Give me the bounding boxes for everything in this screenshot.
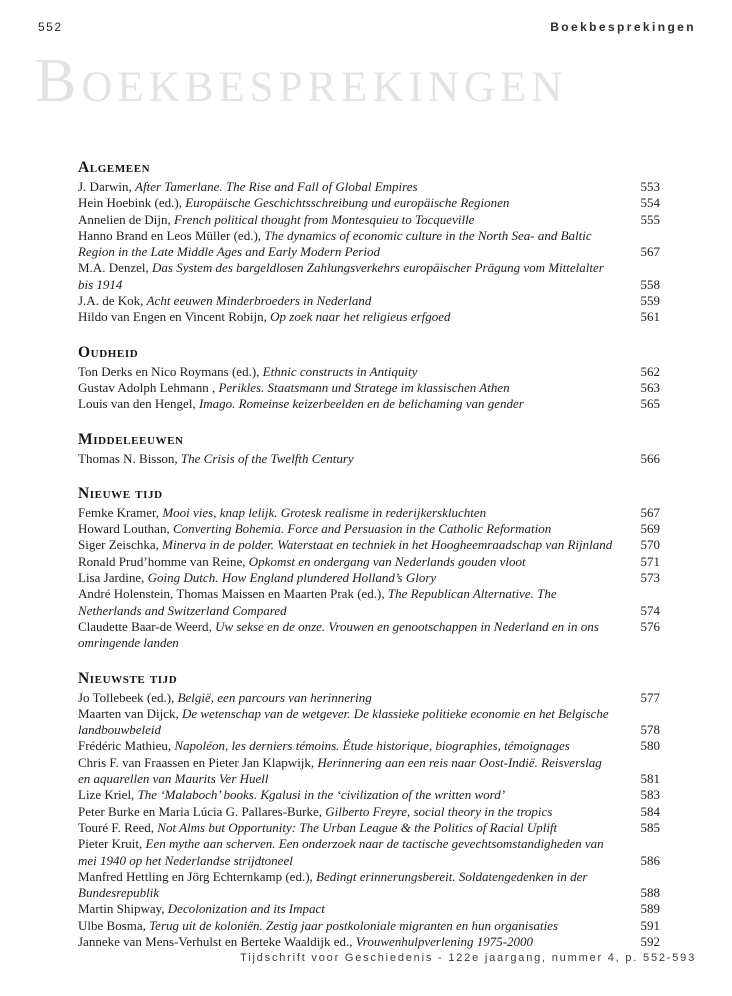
entry-text	[78, 787, 626, 803]
toc-entry	[78, 179, 660, 195]
entry-text	[78, 820, 626, 836]
entry-author: Hanno Brand en Leos Müller (ed.),	[78, 227, 265, 243]
entry-author: Chris F. van Fraassen en Pieter Jan Klapwijk,	[78, 754, 318, 770]
entry-page-number: 576	[640, 618, 660, 634]
toc-entry	[78, 738, 660, 754]
entry-book-title: Das System des bargeldlosen Zahlungsverkehrs europäischer Prägung vom Mittelalter bis 1914	[78, 260, 604, 292]
entry-book-title: Herinnering aan een reis naar Oost-Indië. Reisverslag en aquarellen van Maurits Ver Huell	[78, 754, 602, 787]
section-heading: Algemeen	[78, 159, 151, 176]
entry-page-number: 586	[640, 852, 660, 868]
journal-footer: Tijdschrift voor Geschiedenis - 122e jaargang, nummer 4, p. 552-593	[240, 952, 696, 964]
entry-author: Lisa Jardine,	[78, 570, 148, 586]
entry-page-number: 558	[640, 276, 660, 292]
entry-book-title: Ethnic constructs in Antiquity	[262, 363, 418, 379]
entry-page-number: 566	[640, 450, 660, 466]
entry-author: Claudette Baar-de Weerd,	[78, 618, 216, 634]
toc-section	[78, 343, 660, 413]
entry-page-number: 567	[640, 244, 660, 260]
entry-text	[78, 554, 626, 570]
toc-entry	[78, 619, 660, 652]
entry-author: Peter Burke en Maria Lúcia G. Pallares-Burke,	[78, 803, 326, 819]
section-heading: Nieuwste tijd	[78, 669, 178, 687]
folio-page-number: 552	[38, 20, 63, 34]
entry-page-number: 578	[640, 722, 660, 738]
toc-entry	[78, 934, 660, 950]
entry-author: Femke Kramer,	[78, 504, 163, 520]
entry-text	[78, 364, 626, 380]
entry-page-number: 571	[640, 553, 660, 569]
entry-book-title: Perikles. Staatsmann und Stratege im klassischen Athen	[218, 379, 510, 395]
toc-entry	[78, 706, 660, 739]
toc-entry	[78, 554, 660, 570]
entry-page-number: 588	[640, 885, 660, 901]
entry-book-title: Opkomst en ondergang van Nederlands gouden vloot	[248, 553, 526, 569]
entry-author: Lize Kriel,	[78, 787, 138, 803]
entry-text	[78, 309, 626, 325]
entry-page-number: 589	[640, 901, 660, 917]
entry-text	[78, 619, 626, 652]
entry-book-title: De wetenschap van de wetgever. De klassieke politieke economie en het Belgische landbouwbeleid	[78, 705, 609, 738]
entry-book-title: French political thought from Montesquieu to Tocqueville	[174, 211, 475, 227]
toc-section	[78, 484, 660, 652]
entry-author: Touré F. Reed,	[78, 819, 158, 835]
entry-author: Siger Zeischka,	[78, 537, 163, 553]
entry-book-title: Vrouwenhulpverlening 1975-2000	[355, 933, 534, 949]
entry-page-number: 561	[640, 309, 660, 325]
entry-book-title: Napoléon, les derniers témoins. Étude historique, biographies, témoignages	[174, 738, 570, 754]
entry-author: Ton Derks en Nico Roymans (ed.),	[78, 363, 263, 379]
entry-author: Janneke van Mens-Verhulst en Berteke Waaldijk ed.,	[78, 933, 356, 949]
entry-page-number: 563	[640, 379, 660, 395]
entry-text	[78, 836, 626, 869]
entry-text	[78, 293, 626, 309]
entry-text	[78, 228, 626, 261]
toc-entry	[78, 364, 660, 380]
entry-page-number: 573	[640, 570, 660, 586]
entry-text	[78, 901, 626, 917]
running-head	[38, 20, 696, 34]
entry-page-number: 565	[640, 396, 660, 412]
toc-entry	[78, 212, 660, 228]
entry-page-number: 553	[640, 179, 660, 194]
entry-text	[78, 537, 626, 553]
entry-text	[78, 380, 626, 396]
entry-author: Maarten van Dijck,	[78, 705, 182, 721]
entry-page-number: 580	[640, 738, 660, 754]
entry-book-title: Een mythe aan scherven. Een onderzoek naar de tactische gevechtsomstandigheden van mei 1940 op het Nederlandse strijdtoneel	[78, 836, 604, 868]
entry-page-number: 592	[640, 933, 660, 949]
toc-entry	[78, 505, 660, 521]
entry-author: Manfred Hettling en Jörg Echternkamp (ed.),	[78, 868, 317, 884]
entry-text	[78, 755, 626, 788]
entry-text	[78, 179, 626, 195]
entry-page-number: 584	[640, 803, 660, 819]
entry-text	[78, 212, 626, 228]
entry-text	[78, 396, 626, 412]
table-of-contents	[78, 158, 660, 950]
entry-author: Annelien de Dijn,	[78, 211, 175, 227]
entry-book-title: Minerva in de polder. Waterstaat en techniek in het Hoogheemraadschap van Rijnland	[162, 537, 613, 553]
toc-entry	[78, 380, 660, 396]
toc-entry	[78, 836, 660, 869]
entry-author: Pieter Kruit,	[78, 836, 146, 852]
entry-page-number: 591	[640, 917, 660, 933]
entry-book-title: After Tamerlane. The Rise and Fall of Global Empires	[135, 179, 418, 194]
entry-book-title: Converting Bohemia. Force and Persuasion in the Catholic Reformation	[172, 521, 552, 537]
entry-page-number: 554	[640, 195, 660, 211]
toc-section	[78, 669, 660, 951]
toc-entry	[78, 570, 660, 586]
toc-entry	[78, 787, 660, 803]
entry-text	[78, 918, 626, 934]
entry-text	[78, 706, 626, 739]
entry-page-number: 559	[640, 293, 660, 309]
entry-text	[78, 738, 626, 754]
entry-text	[78, 934, 626, 950]
entry-author: J.A. de Kok,	[78, 293, 147, 309]
toc-entry	[78, 228, 660, 261]
toc-entry	[78, 820, 660, 836]
entry-author: Ulbe Bosma,	[78, 917, 150, 933]
entry-author: Gustav Adolph Lehmann ,	[78, 379, 219, 395]
entry-text	[78, 690, 626, 706]
entry-text	[78, 260, 626, 293]
entry-author: Hein Hoebink (ed.),	[78, 195, 186, 211]
toc-entry	[78, 396, 660, 412]
entry-page-number: 570	[640, 537, 660, 553]
entry-book-title: Going Dutch. How England plundered Holland’s Glory	[147, 570, 437, 586]
toc-section	[78, 430, 660, 467]
entry-book-title: The dynamics of economic culture in the North Sea- and Baltic Region in the Late Middle Ages and Early Modern Period	[78, 227, 592, 260]
entry-page-number: 569	[640, 521, 660, 537]
entry-text	[78, 451, 626, 467]
toc-entry	[78, 690, 660, 706]
entry-text	[78, 869, 626, 902]
entry-text	[78, 521, 626, 537]
toc-entry	[78, 918, 660, 934]
toc-entry	[78, 537, 660, 553]
toc-entry	[78, 901, 660, 917]
entry-book-title: Imago. Romeinse keizerbeelden en de belichaming van gender	[198, 396, 524, 412]
entry-book-title: Terug uit de koloniën. Zestig jaar postkoloniale migranten en hun organisaties	[149, 917, 559, 933]
entry-author: Frédéric Mathieu,	[78, 738, 175, 754]
entry-page-number: 583	[640, 787, 660, 803]
entry-page-number: 585	[640, 819, 660, 835]
entry-book-title: The Crisis of the Twelfth Century	[180, 450, 354, 466]
section-heading: Nieuwe tijd	[78, 484, 163, 502]
page-title: Boekbesprekingen	[35, 47, 568, 115]
entry-book-title: The Republican Alternative. The Netherlands and Switzerland Compared	[78, 586, 557, 618]
entry-book-title: Mooi vies, knap lelijk. Grotesk realisme in rederijkerskluchten	[162, 504, 487, 520]
entry-author: Thomas N. Bisson,	[78, 450, 181, 466]
entry-page-number: 577	[640, 689, 660, 705]
entry-book-title: Bedingt erinnerungsbereit. Soldatengedenken in der Bundesrepublik	[78, 868, 588, 901]
toc-entry	[78, 755, 660, 788]
section-heading: Oudheid	[78, 343, 139, 361]
entry-book-title: België, een parcours van herinnering	[177, 689, 372, 705]
toc-entry	[78, 586, 660, 619]
entry-text	[78, 804, 626, 820]
entry-book-title: Gilberto Freyre, social theory in the tropics	[325, 803, 553, 819]
entry-page-number: 562	[640, 363, 660, 379]
toc-section	[78, 158, 660, 326]
entry-book-title: Europäische Geschichtsschreibung und europäische Regionen	[185, 195, 510, 211]
entry-text	[78, 570, 626, 586]
toc-entry	[78, 293, 660, 309]
toc-entry	[78, 195, 660, 211]
entry-author: M.A. Denzel,	[78, 260, 153, 276]
entry-book-title: Uw sekse en de onze. Vrouwen en genootschappen in Nederland en in ons omringende landen	[78, 618, 599, 651]
entry-text	[78, 505, 626, 521]
toc-entry	[78, 869, 660, 902]
entry-author: Louis van den Hengel,	[78, 396, 199, 412]
entry-book-title: Decolonization and its Impact	[167, 901, 325, 917]
entry-book-title: Not Alms but Opportunity: The Urban League & the Politics of Racial Uplift	[157, 819, 558, 835]
entry-author: Jo Tollebeek (ed.),	[78, 689, 178, 705]
entry-page-number: 567	[640, 504, 660, 520]
entry-book-title: Acht eeuwen Minderbroeders in Nederland	[146, 293, 372, 309]
entry-author: Ronald Prud’homme van Reine,	[78, 553, 249, 569]
entry-book-title: The ‘Malaboch’ books. Kgalusi in the ‘civilization of the written word’	[137, 787, 506, 803]
entry-page-number: 555	[640, 211, 660, 227]
toc-entry	[78, 804, 660, 820]
entry-author: Howard Louthan,	[78, 521, 173, 537]
toc-entry	[78, 521, 660, 537]
toc-entry	[78, 260, 660, 293]
running-head-title: Boekbesprekingen	[550, 20, 696, 34]
entry-author: Martin Shipway,	[78, 901, 168, 917]
entry-page-number: 581	[640, 771, 660, 787]
section-heading: Middeleeuwen	[78, 430, 184, 448]
entry-text	[78, 195, 626, 211]
entry-page-number: 574	[640, 602, 660, 618]
toc-entry	[78, 309, 660, 325]
entry-text	[78, 586, 626, 619]
entry-author: J. Darwin,	[78, 179, 136, 194]
entry-book-title: Op zoek naar het religieus erfgoed	[270, 309, 451, 325]
toc-entry	[78, 451, 660, 467]
entry-author: André Holenstein, Thomas Maissen en Maarten Prak (ed.),	[78, 586, 388, 602]
entry-author: Hildo van Engen en Vincent Robijn,	[78, 309, 271, 325]
